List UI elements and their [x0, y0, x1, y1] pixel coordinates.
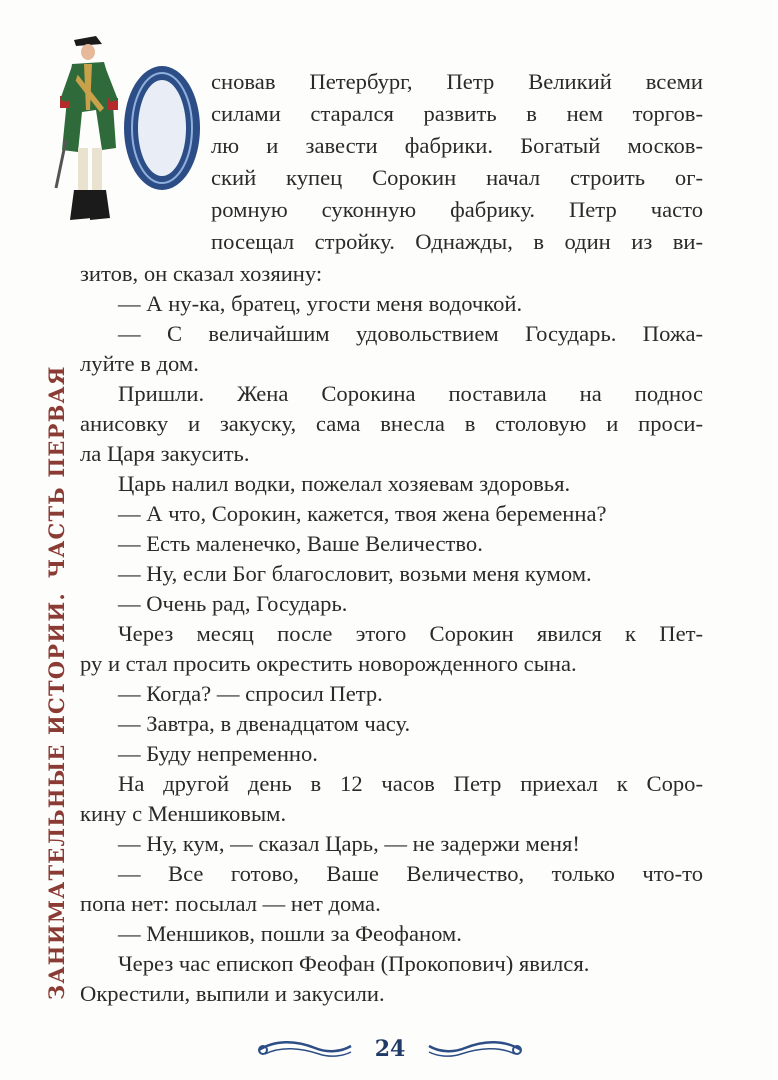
- text-line: лю и завести фабрики. Богатый москов-: [211, 133, 703, 158]
- text-line: — Все готово, Ваше Величество, только что-то: [118, 861, 703, 886]
- text-line: — Ну, если Бог благословит, возьми меня кумом.: [118, 561, 592, 586]
- text-line: Окрестили, выпили и закусили.: [80, 981, 385, 1006]
- text-line: Царь налил водки, пожелал хозяевам здоровья.: [118, 471, 571, 496]
- running-head-part: ЧАСТЬ ПЕРВАЯ: [44, 365, 69, 579]
- text-line: — Очень рад, Государь.: [118, 591, 348, 616]
- text-line: луйте в дом.: [80, 351, 199, 376]
- right-ornament-icon: [425, 1036, 525, 1062]
- left-ornament-icon: [255, 1036, 355, 1062]
- text-line: Через час епископ Феофан (Прокопович) явился.: [118, 951, 590, 976]
- text-line: — А ну-ка, братец, угости меня водочкой.: [118, 291, 523, 316]
- page-number: 24: [374, 1036, 406, 1062]
- text-line: Через месяц после этого Сорокин явился к Пет-: [118, 621, 703, 646]
- text-line: — А что, Сорокин, кажется, твоя жена беременна?: [118, 501, 607, 526]
- text-line: — Меншиков, пошли за Феофаном.: [118, 921, 462, 946]
- text-line: — Буду непременно.: [118, 741, 318, 766]
- text-line: зитов, он сказал хозяину:: [80, 261, 323, 286]
- text-line: ский купец Сорокин начал строить ог-: [211, 165, 703, 190]
- text-line: — С величайшим удовольствием Государь. Пожа-: [118, 321, 703, 346]
- text-line: — Есть маленечко, Ваше Величество.: [118, 531, 483, 556]
- page-footer: [0, 1030, 778, 1070]
- text-line: ла Царя закусить.: [80, 441, 250, 466]
- text-line: ру и стал просить окрестить новорожденного сына.: [80, 651, 577, 676]
- text-line: — Завтра, в двенадцатом часу.: [118, 711, 411, 736]
- text-line: кину с Меншиковым.: [80, 801, 287, 826]
- text-line: сновав Петербург, Петр Великий всеми: [211, 69, 703, 94]
- text-line: ромную суконную фабрику. Петр часто: [211, 197, 703, 222]
- text-line: Пришли. Жена Сорокина поставила на поднос: [118, 381, 703, 406]
- text-line: — Ну, кум, — сказал Царь, — не задержи меня!: [118, 831, 580, 856]
- text-line: попа нет: посылал — нет дома.: [80, 891, 381, 916]
- text-line: посещал стройку. Однажды, в один из ви-: [211, 229, 703, 254]
- text-line: анисовку и закуску, сама внесла в столовую и проси-: [80, 411, 703, 436]
- text-line: — Когда? — спросил Петр.: [118, 681, 383, 706]
- running-head-title: ЗАНИМАТЕЛЬНЫЕ ИСТОРИИ.: [44, 592, 69, 1000]
- text-line: На другой день в 12 часов Петр приехал к Соро-: [118, 771, 703, 796]
- text-line: силами старался развить в нем торгов-: [211, 101, 703, 126]
